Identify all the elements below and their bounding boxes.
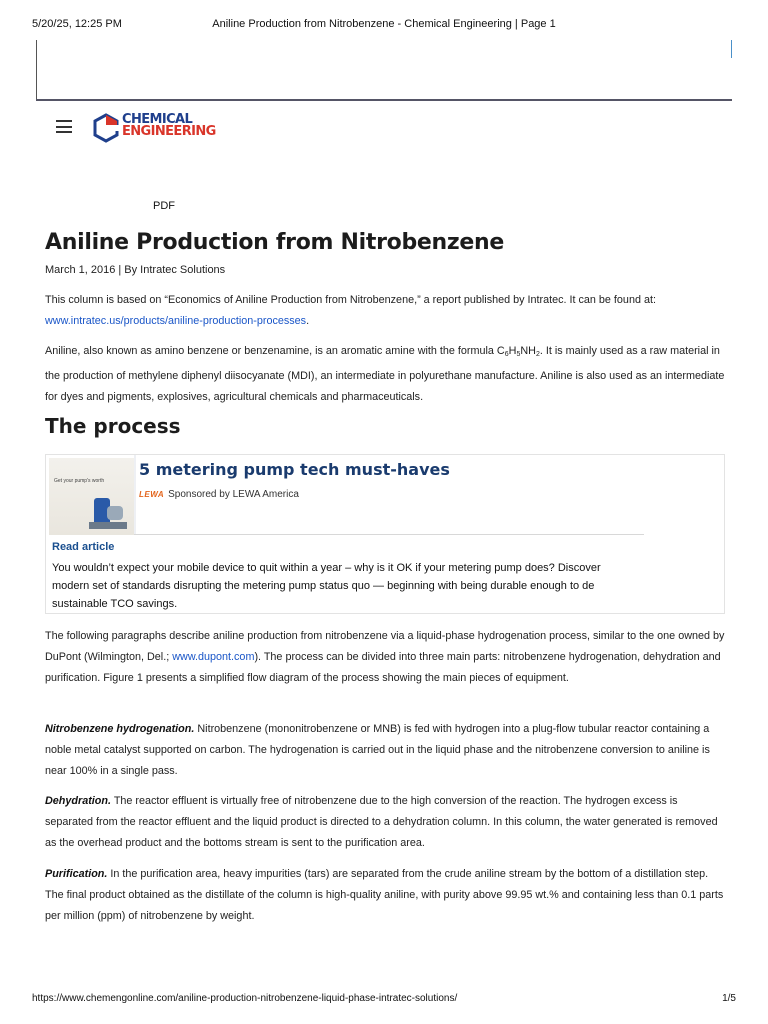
ad-body-line: sustainable TCO savings. — [52, 598, 178, 610]
site-logo[interactable] — [92, 113, 242, 143]
p3-start: The following paragraphs describe aniline production from nitrobenzene via a liquid-phase hydrogenation process, similar to the one owned by DuPont (Wilmington, Del.; — [45, 630, 725, 663]
intratec-link[interactable]: www.intratec.us/products/aniline-production-processes — [45, 314, 307, 327]
logo-line-chemical: CHEMICAL — [122, 112, 193, 127]
pump-head-graphic — [107, 506, 123, 520]
ad-title[interactable]: 5 metering pump tech must-haves — [139, 460, 450, 479]
print-page-title: Aniline Production from Nitrobenzene - Chemical Engineering | Page 1 — [212, 18, 556, 30]
intro-paragraph — [45, 290, 725, 332]
logo-wordmark — [122, 114, 216, 138]
article-title: Aniline Production from Nitrobenzene — [45, 230, 504, 255]
print-page-number: 1/5 — [722, 993, 736, 1004]
purification-lead: Purification. — [45, 868, 108, 880]
article-byline: March 1, 2016 | By Intratec Solutions — [45, 264, 226, 276]
purification-paragraph — [45, 864, 725, 926]
ad-body-line: You wouldn’t expect your mobile device to quit within a year – why is it OK if your metering pump does? Discover — [52, 562, 601, 574]
hydrogenation-lead: Nitrobenzene hydrogenation. — [45, 723, 195, 735]
intro-end: . — [306, 314, 310, 327]
dehydration-paragraph — [45, 791, 725, 853]
ad-divider — [134, 534, 644, 535]
dehydration-text: The reactor effluent is virtually free of nitrobenzene due to the high conversion of the reaction. The hydrogen excess is separated from the reactor effluent and the liquid product is directed to a dehydration column. In this column, the water generated is removed as the overhead product and the bottoms stream is sent to the purification area. — [45, 795, 718, 849]
pump-base-graphic — [89, 522, 127, 529]
ad-thumbnail-caption: Get your pump's worth — [54, 478, 105, 484]
print-datetime: 5/20/25, 12:25 PM — [32, 18, 122, 30]
frame-divider-left — [36, 40, 37, 100]
hexagon-logo-icon — [92, 113, 120, 143]
ad-body-text — [52, 559, 652, 613]
print-url: https://www.chemengonline.com/aniline-production-nitrobenzene-liquid-phase-intratec-solutions/ — [32, 993, 458, 1004]
ad-body-line: modern set of standards disrupting the metering pump status quo — beginning with being durable enough to de — [52, 580, 595, 592]
formula-sub-c: 6 — [504, 351, 509, 358]
p2-end: . It is mainly used as a raw material in the production of methylene diphenyl diisocyanate (MDI), an intermediate in polyurethane manufacture. Aniline is also used as an intermediate for dyes and pigments, explosives, agricultural chemicals and pharmaceuticals. — [45, 345, 725, 403]
formula-h: H — [508, 345, 517, 357]
lewa-logo: LEWA — [139, 490, 165, 499]
read-article-link[interactable]: Read article — [52, 541, 115, 553]
sponsored-ad-card[interactable] — [45, 454, 725, 614]
p3-end: ). The process can be divided into three main parts: nitrobenzene hydrogenation, dehydration and purification. Figure 1 presents a simplified flow diagram of the process showing the main pieces of equipment. — [45, 650, 721, 684]
formula-sub-nh: 2 — [535, 351, 540, 358]
logo-line-engineering: ENGINEERING — [122, 124, 216, 139]
hydrogenation-text: Nitrobenzene (mononitrobenzene or MNB) is fed with hydrogen into a plug-flow tubular reactor containing a noble metal catalyst supported on carbon. The hydrogenation is carried out in the liquid phase and the nitrobenzene conversion to aniline is near 100% in a single pass. — [45, 723, 710, 777]
p2-start: Aniline, also known as amino benzene or benzenamine, is an aromatic amine with the formula C — [45, 345, 505, 357]
section-heading-process: The process — [45, 414, 181, 438]
hamburger-menu-icon[interactable] — [56, 120, 72, 134]
process-overview-paragraph — [45, 626, 725, 688]
ad-separator — [134, 455, 136, 535]
aniline-description-paragraph — [45, 341, 725, 407]
frame-divider-bottom — [36, 99, 732, 101]
pdf-link[interactable]: PDF — [153, 200, 175, 212]
intro-text: This column is based on “Economics of Aniline Production from Nitrobenzene,” a report published by Intratec. It can be found at: — [45, 294, 656, 306]
dupont-link[interactable]: www.dupont.com — [172, 650, 255, 663]
frame-divider-right — [731, 40, 732, 58]
ad-sponsor-line — [139, 489, 299, 500]
purification-text: In the purification area, heavy impurities (tars) are separated from the crude aniline stream by the bottom of a distillation step. The final product obtained as the distillate of the column is high-quality aniline, with purity above 99.95 wt.% and containing less than 0.1 parts per million (ppm) of nitrobenzene by weight. — [45, 868, 724, 922]
formula-nh: NH — [520, 345, 536, 357]
ad-thumbnail-image[interactable] — [49, 458, 134, 535]
hydrogenation-paragraph — [45, 719, 725, 781]
dehydration-lead: Dehydration. — [45, 795, 111, 807]
ad-sponsor-text: Sponsored by LEWA America — [168, 489, 299, 500]
formula-sub-h: 5 — [516, 351, 521, 358]
